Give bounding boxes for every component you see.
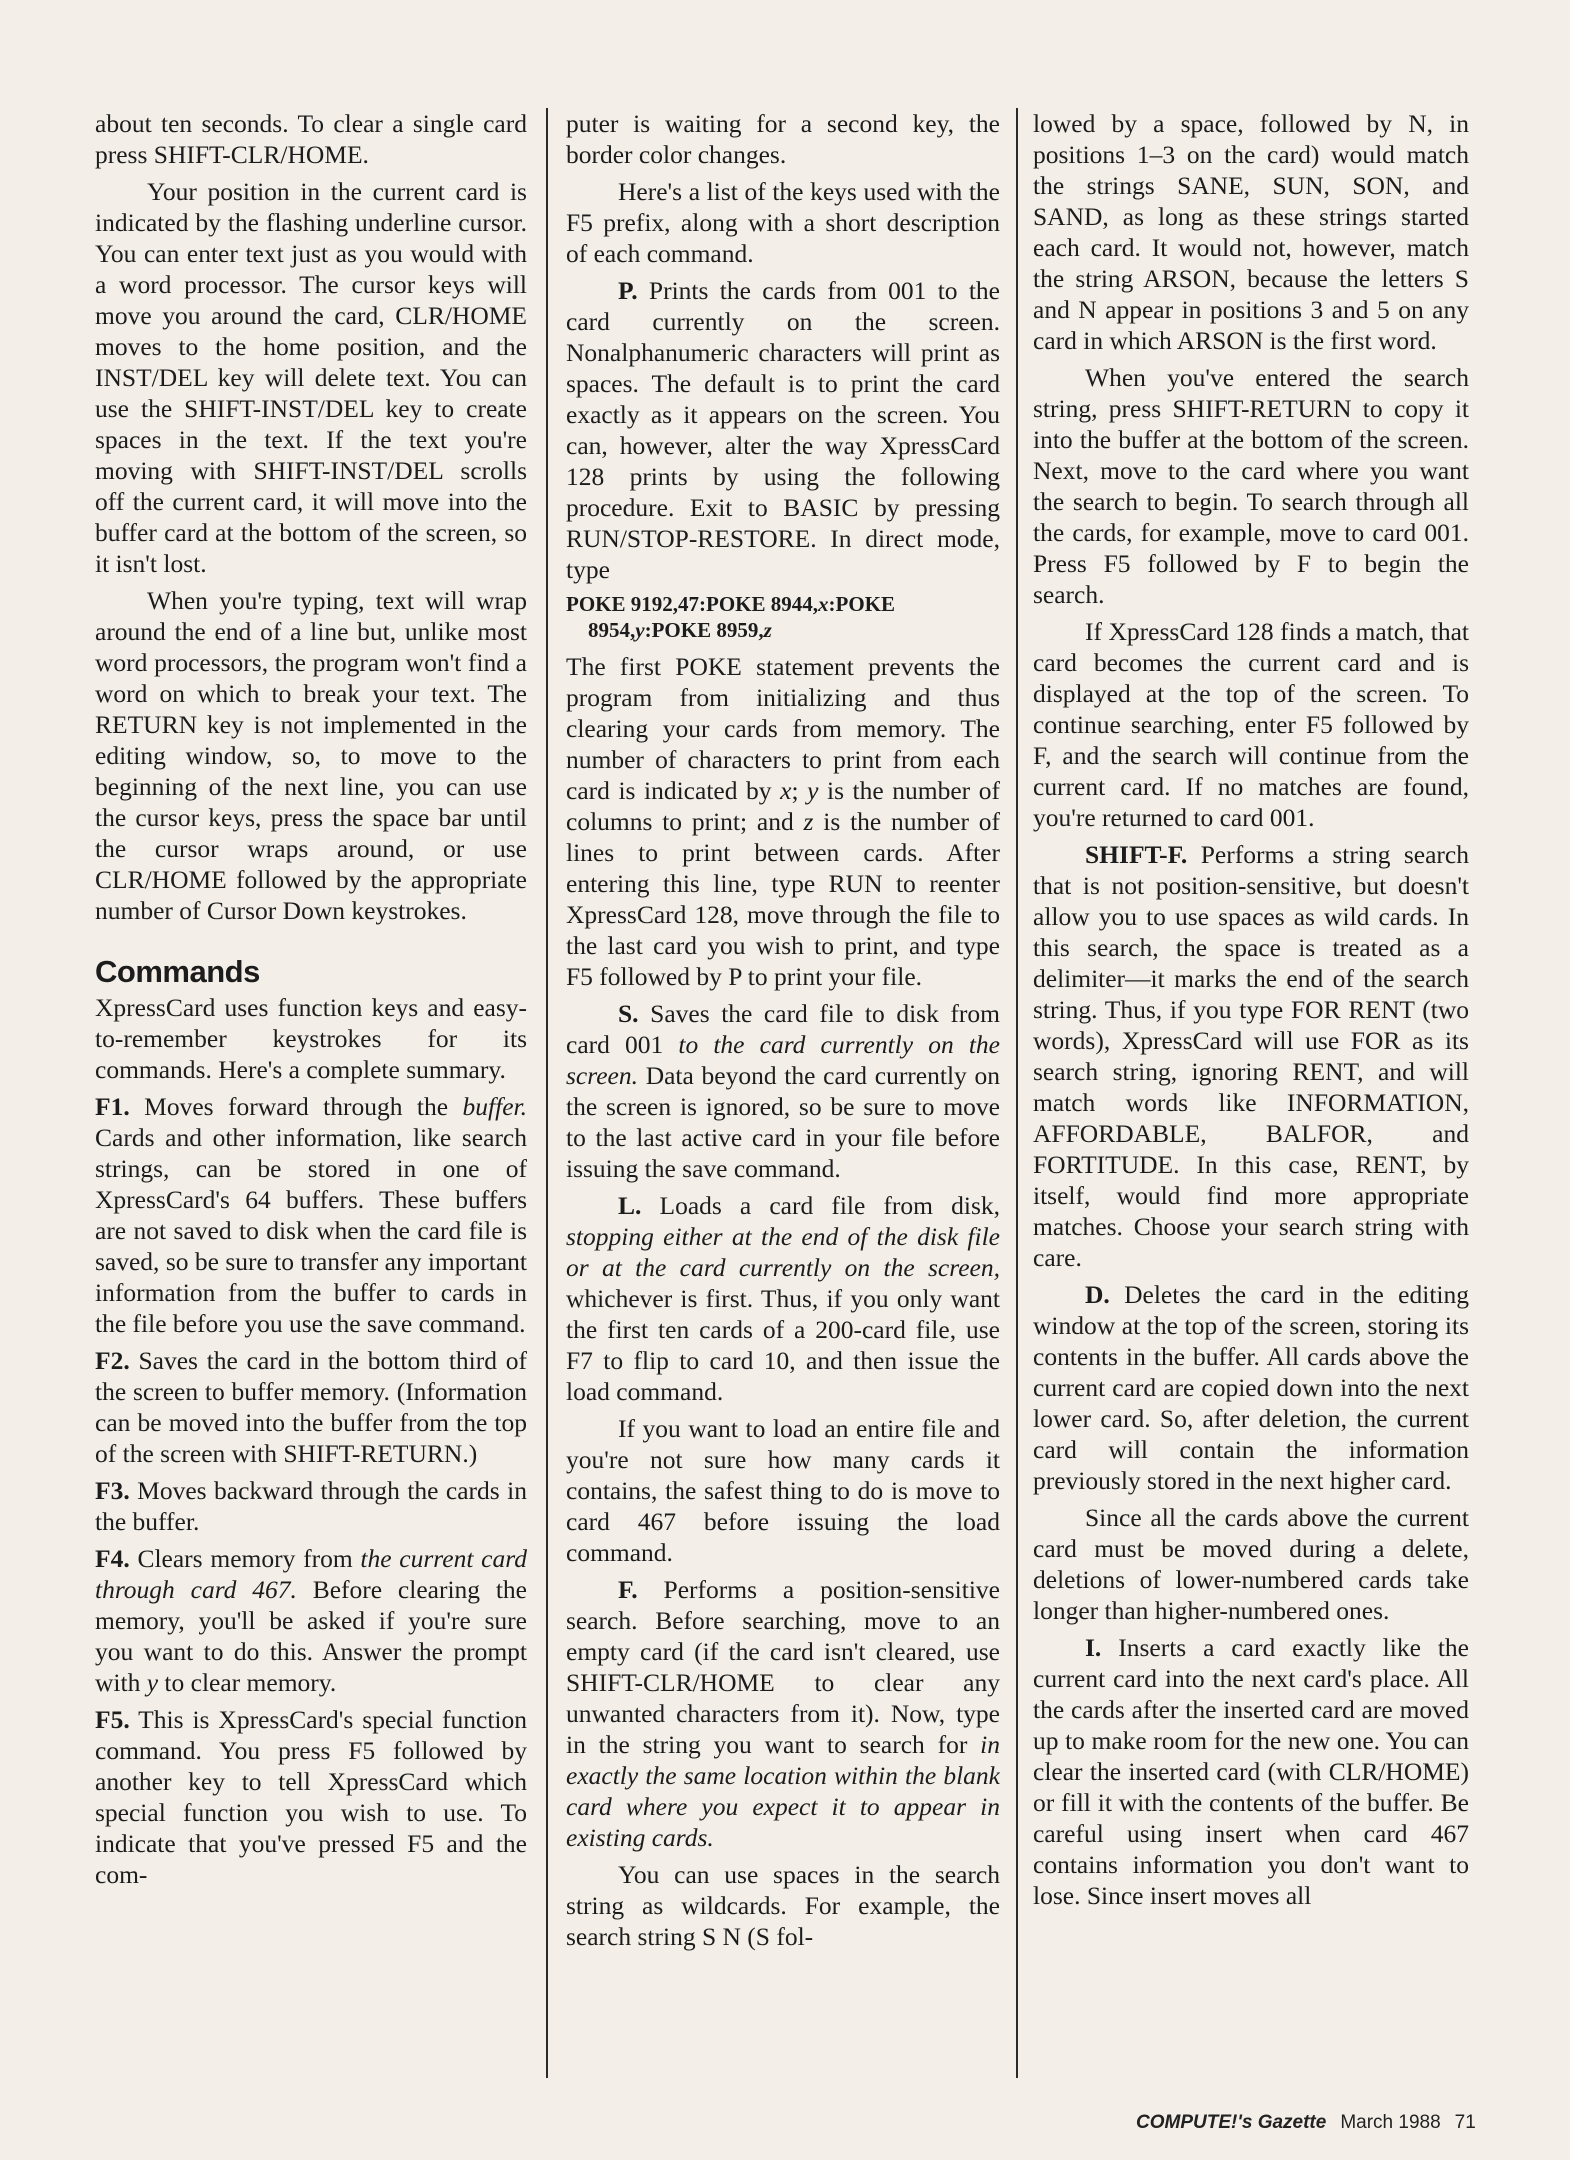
paragraph: Your position in the current card is indicated by the flashing underline cursor. You can enter text just as you would with a word processor. The cursor keys will move you around the card, CLR/HOME moves to the home position, and the INST/DEL key will delete text. You can use the SHIFT-INST/DEL key to create spaces in the text. If the text you're moving with SHIFT-INST/DEL scrolls off the current card, it will move into the buffer card at the bottom of the screen, so it isn't lost. [95,177,527,578]
emphasis: buffer. [462,1092,527,1121]
text-column-2 [566,108,1000,2088]
emphasis: y [146,1668,159,1697]
text-run: Loads a card file from disk, [641,1191,1000,1220]
text-run: Cards and other information, like search strings, can be stored in one of XpressCard's 64 buffers. These buffers are not saved to disk when the card file is saved, so be sure to transfer any important information from the buffer to cards in the file before you use the save command. [95,1123,527,1338]
paragraph: If you want to load an entire file and you're not sure how many cards it contains, the safest thing to do is move to card 467 before issuing the load command. [566,1414,1000,1567]
emphasis: in exactly the same location within the blank card where you expect it to appear in existing cards. [566,1730,1000,1852]
text-run: Deletes the card in the editing window at the top of the screen, storing its contents in the buffer. All cards above the current card are copied down into the next lower card. So, after deletion, the current card will contain the information previously stored in the next higher card. [1033,1280,1469,1495]
command-key: F. [618,1575,638,1604]
command-key: I. [1085,1633,1102,1662]
emphasis: x [780,776,792,805]
code-variable: y [635,618,645,642]
command-key: SHIFT-F. [1085,840,1188,869]
text-run: The first POKE statement prevents the program from initializing and thus clearing your cards from memory. The number of characters to print from each card is indicated by [566,652,1000,805]
command-shift-f [1033,839,1469,1273]
code-variable: x [818,592,829,616]
column-divider [1016,108,1018,2078]
paragraph [566,651,1000,992]
text-run: is the number of lines to print between cards. After entering this line, type RUN to reenter XpressCard 128, move through the file to the last card you wish to print, and type F5 followed by P to print your file. [566,807,1000,991]
command-f2 [95,1345,527,1469]
command-f4 [95,1543,527,1698]
command-f5 [95,1704,527,1890]
command-key: F5. [95,1705,130,1734]
command-key: S. [618,999,639,1028]
code-run: :POKE 8959, [644,618,764,642]
command-key: F2. [95,1346,130,1375]
command-key: F4. [95,1544,130,1573]
paragraph: When you're typing, text will wrap around the end of a line but, unlike most word processors, the program won't find a word on which to break your text. The RETURN key is not implemented in the editing window, so, to move to the beginning of the next line, you can use the cursor keys, press the space bar until the cursor wraps around, or use CLR/HOME followed by the appropriate number of Cursor Down keystrokes. [95,586,527,925]
code-listing [566,591,1000,643]
code-run: POKE 9192,47:POKE 8944, [566,592,818,616]
magazine-name: COMPUTE!'s Gazette [1136,2112,1327,2133]
command-f1 [95,1091,527,1339]
text-run: Performs a string search that is not position-sensitive, but doesn't allow you to use spaces as wild cards. In this search, the space is treated as a delimiter—it marks the end of the search string. Thus, if you type FOR RENT (two words), XpressCard will use FOR as its search string, ignoring RENT, and will match words like INFORMATION, AFFORDABLE, BALFOR, and FORTITUDE. In this case, RENT, by itself, would find more appropriate matches. Choose your search string with care. [1033,840,1469,1272]
paragraph: about ten seconds. To clear a single card press SHIFT-CLR/HOME. [95,109,527,169]
issue-date: March 1988 [1340,2112,1441,2133]
code-variable: z [763,618,772,642]
code-run: :POKE [828,592,895,616]
command-p [566,275,1000,585]
text-run: Saves the card in the bottom third of the screen to buffer memory. (Information can be moved into the buffer from the top of the screen with SHIFT-RETURN.) [95,1346,527,1468]
paragraph: You can use spaces in the search string as wildcards. For example, the search string S N (S fol- [566,1860,1000,1951]
paragraph: When you've entered the search string, press SHIFT-RETURN to copy it into the buffer at the bottom of the screen. Next, move to the card where you want the search to begin. To search through all the cards, for example, move to card 001. Press F5 followed by F to begin the search. [1033,363,1469,609]
paragraph: puter is waiting for a second key, the border color changes. [566,109,1000,169]
text-run: whichever is first. Thus, if you only want the first ten cards of a 200-card file, use F7 to flip to card 10, and then issue the load command. [566,1284,1000,1406]
command-key: F1. [95,1092,130,1121]
command-f3 [95,1475,527,1537]
code-run: 8954, [588,618,636,642]
paragraph: Since all the cards above the current card must be moved during a delete, deletions of lower-numbered cards take longer than higher-numbered ones. [1033,1503,1469,1625]
text-run: Performs a position-sensitive search. Before searching, move to an empty card (if the card isn't cleared, use SHIFT-CLR/HOME to clear any unwanted characters from it). Now, type in the string you want to search for [566,1575,1000,1759]
text-run: Data beyond the card currently on the screen is ignored, so be sure to move to the last active card in your file before issuing the save command. [566,1061,1000,1183]
command-key: P. [618,276,638,305]
paragraph: lowed by a space, followed by N, in positions 1–3 on the card) would match the strings SANE, SUN, SON, and SAND, as long as these strings started each card. It would not, however, match the string ARSON, because the letters S and N appear in positions 3 and 5 on any card in which ARSON is the first word. [1033,109,1469,355]
text-run: Before clearing the memory, you'll be asked if you're sure you want to do this. Answer the prompt with [95,1575,527,1697]
emphasis: the current card through card 467. [95,1544,527,1604]
emphasis: stopping either at the end of the disk file or at the card currently on the screen, [566,1222,1000,1282]
text-run: to clear memory. [158,1668,337,1697]
paragraph: XpressCard uses function keys and easy-to-remember keystrokes for its commands. Here's a complete summary. [95,993,527,1084]
command-s [566,998,1000,1184]
text-column-1 [95,108,527,2088]
command-l [566,1190,1000,1407]
text-run: Moves backward through the cards in the buffer. [95,1476,527,1536]
text-run: Saves the card file to disk from card 001 [566,999,1000,1059]
paragraph: If XpressCard 128 finds a match, that card becomes the current card and is displayed at the top of the screen. To continue searching, enter F5 followed by F, and the search will continue from the current card. If no matches are found, you're returned to card 001. [1033,617,1469,832]
emphasis: to the card currently on the screen. [566,1030,1000,1090]
text-run: ; [791,776,808,805]
command-i [1033,1632,1469,1911]
code-line-2 [566,617,1000,643]
text-run: Moves forward through the [129,1092,463,1121]
page-number: 71 [1454,2112,1476,2133]
emphasis: z [803,807,814,836]
command-key: L. [618,1191,642,1220]
text-run: Prints the cards from 001 to the card currently on the screen. Nonalphanumeric characters will print as spaces. The default is to print the card exactly as it appears on the screen. You can, however, alter the way XpressCard 128 prints by using the following procedure. Exit to BASIC by pressing RUN/STOP-RESTORE. In direct mode, type [566,276,1000,584]
command-f [566,1574,1000,1853]
text-run: is the number of columns to print; and [566,776,1000,836]
text-run: This is XpressCard's special function command. You press F5 followed by another key to tell XpressCard which special function you wish to use. To indicate that you've pressed F5 and the com- [95,1705,527,1889]
emphasis: y [807,776,819,805]
command-d [1033,1279,1469,1496]
text-run: Inserts a card exactly like the current card into the next card's place. All the cards after the inserted card are moved up to make room for the new one. You can clear the inserted card (with CLR/HOME) or fill it with the contents of the buffer. Be careful using insert when card 467 contains information you don't want to lose. Since insert moves all [1033,1633,1469,1910]
text-run: Clears memory from [129,1544,361,1573]
text-column-3 [1033,108,1469,2088]
page-footer [1136,2112,1476,2134]
paragraph: Here's a list of the keys used with the F5 prefix, along with a short description of each command. [566,177,1000,268]
command-key: D. [1085,1280,1110,1309]
column-divider [546,108,548,2078]
section-heading: Commands [95,954,260,989]
command-key: F3. [95,1476,130,1505]
